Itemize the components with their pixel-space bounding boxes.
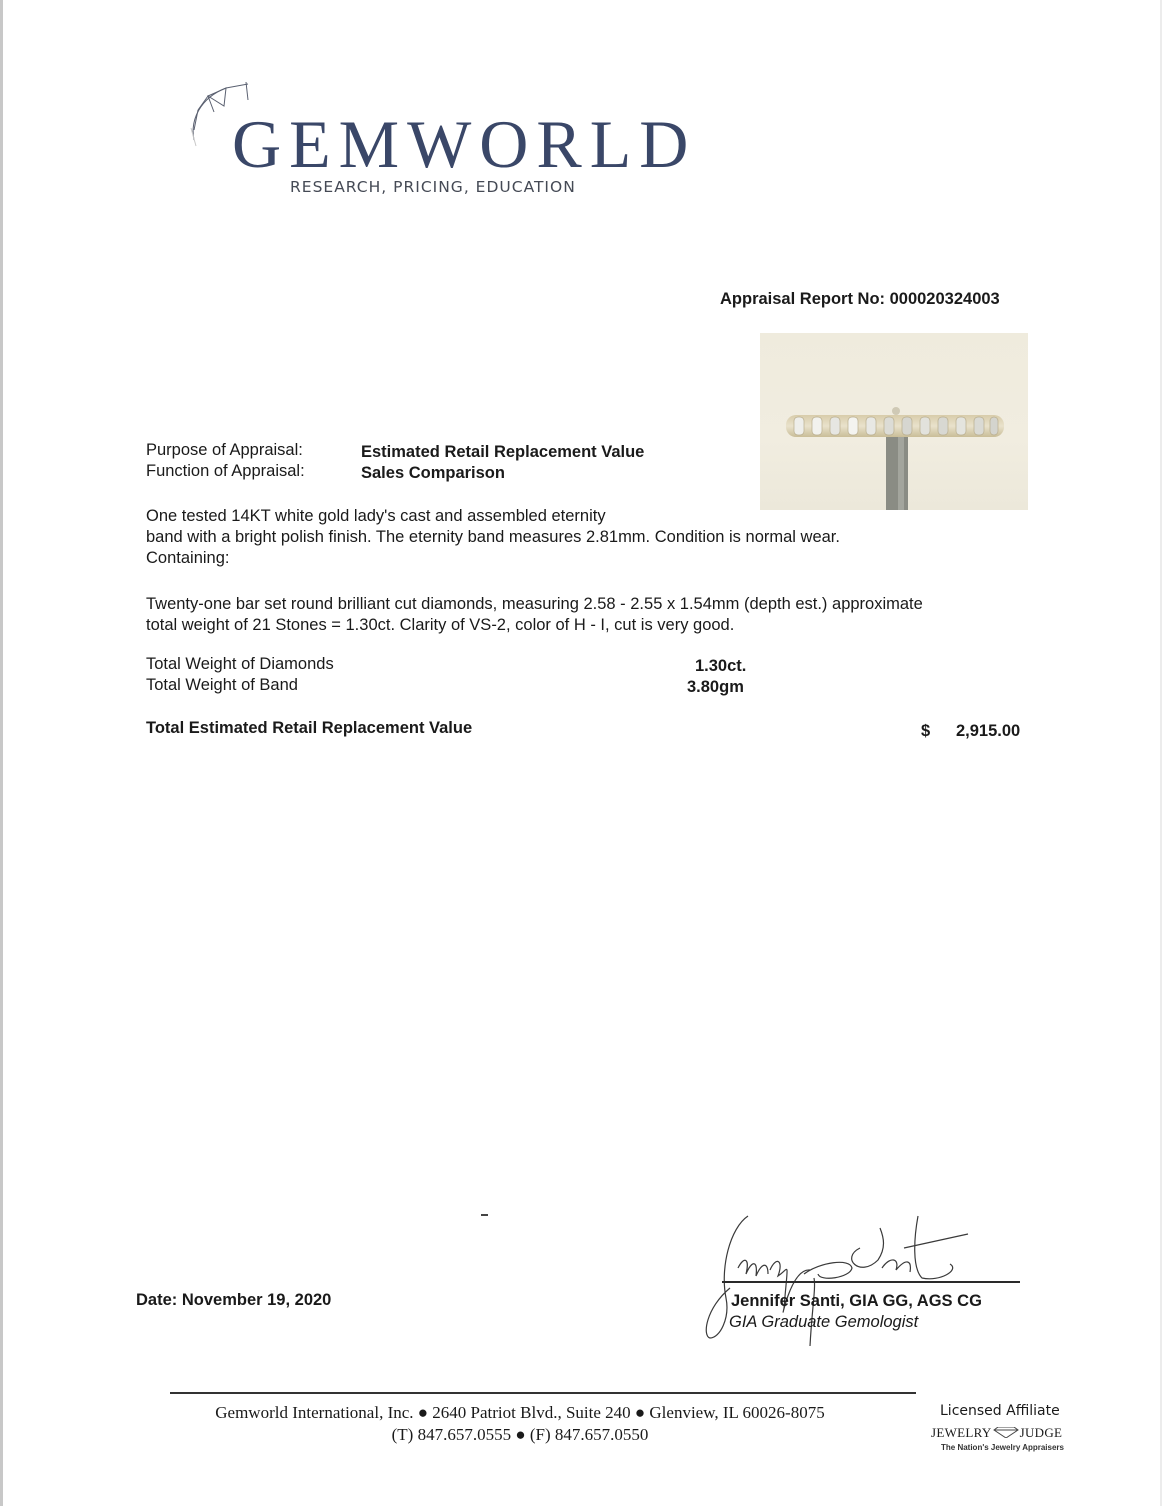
diamond-icon bbox=[993, 1427, 1019, 1438]
ring-photo bbox=[760, 333, 1028, 510]
report-number: Appraisal Report No: 000020324003 bbox=[720, 290, 1000, 308]
description-line-1: One tested 14KT white gold lady's cast and assembled eternity bbox=[146, 507, 606, 525]
stones-line-1: Twenty-one bar set round brilliant cut diamonds, measuring 2.58 - 2.55 x 1.54mm (depth est.) approximate bbox=[146, 595, 923, 613]
brand-wordmark: GEMWORLD bbox=[232, 106, 697, 182]
total-amount: 2,915.00 bbox=[956, 722, 1021, 740]
description-line-2: band with a bright polish finish. The eternity band measures 2.81mm. Condition is normal wear. bbox=[146, 528, 840, 546]
total-value-label: Total Estimated Retail Replacement Value bbox=[146, 719, 473, 737]
function-value: Sales Comparison bbox=[361, 464, 505, 482]
footer-divider bbox=[170, 1392, 916, 1394]
purpose-value: Estimated Retail Replacement Value bbox=[361, 443, 645, 461]
weight-band-value: 3.80gm bbox=[687, 678, 744, 696]
signatory-title: GIA Graduate Gemologist bbox=[729, 1313, 919, 1331]
jewelry-judge-left: JEWELRY bbox=[931, 1425, 992, 1440]
weight-diamonds-label: Total Weight of Diamonds bbox=[146, 655, 334, 673]
stones-line-2: total weight of 21 Stones = 1.30ct. Clarity of VS-2, color of H - I, cut is very good. bbox=[146, 616, 735, 634]
affiliate-label: Licensed Affiliate bbox=[940, 1403, 1060, 1419]
affiliate-tagline: The Nation's Jewelry Appraisers bbox=[941, 1443, 1064, 1452]
scan-mark bbox=[481, 1214, 488, 1216]
function-label: Function of Appraisal: bbox=[146, 462, 305, 480]
signatory-name: Jennifer Santi, GIA GG, AGS CG bbox=[731, 1292, 982, 1310]
page-edge-right bbox=[1160, 0, 1162, 1506]
appraisal-date: Date: November 19, 2020 bbox=[136, 1291, 332, 1309]
total-currency: $ bbox=[921, 722, 931, 740]
jewelry-judge-logo bbox=[931, 1425, 1062, 1441]
purpose-label: Purpose of Appraisal: bbox=[146, 441, 303, 459]
brand-tagline: RESEARCH, PRICING, EDUCATION bbox=[290, 178, 576, 196]
weight-diamonds-value: 1.30ct. bbox=[695, 657, 747, 675]
footer-address-line-1: Gemworld International, Inc. ● 2640 Patriot Blvd., Suite 240 ● Glenview, IL 60026-8075 bbox=[215, 1403, 825, 1422]
description-line-3: Containing: bbox=[146, 549, 230, 567]
page-edge-left bbox=[0, 0, 3, 1506]
jewelry-judge-right: JUDGE bbox=[1019, 1425, 1063, 1440]
signature-line bbox=[722, 1281, 1020, 1283]
weight-band-label: Total Weight of Band bbox=[146, 676, 298, 694]
footer-contact-line: (T) 847.657.0555 ● (F) 847.657.0550 bbox=[391, 1425, 649, 1444]
eternity-band-image bbox=[760, 333, 1028, 510]
footer-address bbox=[170, 1402, 870, 1446]
